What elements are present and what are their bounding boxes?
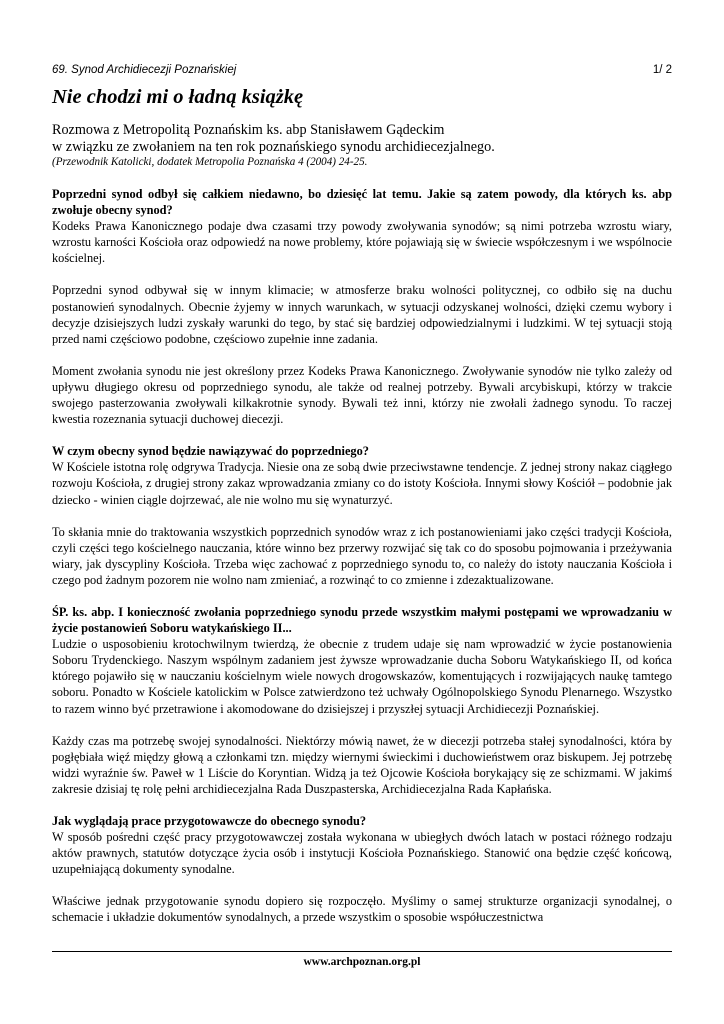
- article-body: [52, 122, 672, 942]
- question: Jak wyglądają prace przygotowawcze do obecnego synodu?: [52, 814, 367, 828]
- intro-line-1: Rozmowa z Metropolitą Poznańskim ks. abp Stanisławem Gądeckim: [52, 122, 445, 138]
- page-number: 1/ 2: [652, 64, 672, 76]
- running-title: 69. Synod Archidiecezji Poznańskiej: [52, 64, 237, 76]
- section-4: [52, 813, 672, 926]
- answer-paragraph: Każdy czas ma potrzebę swojej synodalności. Niektórzy mówią nawet, że w diecezji potrzeba stałej synodalności, która by pogłębiała więź między głową a członkami tzn. między wiernymi świeckimi i duchowieństwem oraz biskupem. Jej potrzebę widzi wyraźnie św. Paweł w 1 Liście do Koryntian. Widzą ja też Ojcowie Kościoła borykający się ze schizmami. W jakimś zakresie dzisiaj tę rolę pełni archidiecezjalna Rada Duszpasterska, Archidiecezjalna Rada Kapłańska.: [52, 733, 672, 796]
- question: W czym obecny synod będzie nawiązywać do poprzedniego?: [52, 444, 369, 459]
- section-1: [52, 186, 672, 427]
- source-citation: (Przewodnik Katolicki, dodatek Metropolia Poznańska 4 (2004) 24-25.: [52, 156, 368, 168]
- answer-paragraph: Poprzedni synod odbywał się w innym klimacie; w atmosferze braku wolności politycznej, co odbiło się na duchu postanowień synodalnych. Obecnie żyjemy w innych warunkach, w sytuacji odzyskanej wolności, dzięki czemu wybory i decyzje dzisiejszych ludzi zyskały warunki do tego, by stać się bardziej odpowiedzialnymi i ludzkimi. W tej sytuacji stoją przed nami częściowo podobne, częściowo zupełnie inne zadania.: [52, 283, 672, 346]
- document-page: [52, 0, 672, 1024]
- footer-rule: [52, 951, 672, 952]
- answer-paragraph: Kodeks Prawa Kanonicznego podaje dwa czasami trzy powody zwoływania synodów; są nimi potrzeba wzrostu wiary, wzrostu karności Kościoła oraz odpowiedź na nowe problemy, które pojawiają się w świecie współczesnym i we wspólnocie kościelnej.: [52, 219, 672, 266]
- answer-paragraph: Ludzie o usposobieniu krotochwilnym twierdzą, że obecnie z trudem udaje się nam wprowadzić w życie postanowienia Soboru Trydenckiego. Naszym wspólnym zadaniem jest żywsze wprowadzanie ducha Soboru Watykańskiego II, od końca którego pojawiło się w nauczaniu kościelnym wiele nowych drogowskazów, komentujących i rozwijających naukę tamtego soboru. Ponadto w Kościele katolickim w Polsce zatwierdzono też uchwały Ogólnopolskiego Synodu Plenarnego. Wszystko to razem winno być przetrawione i akomodowane do dzisiejszej i przyszłej sytuacji Archidiecezji Poznańskiej.: [52, 637, 672, 716]
- answer-paragraph: Moment zwołania synodu nie jest określony przez Kodeks Prawa Kanonicznego. Zwoływanie synodów nie tylko zależy od upływu długiego okresu od poprzedniego synodu, ale także od realnej potrzeby. Bywali arcybiskupi, którzy w trakcie swojego pasterzowania zwoływali kilkakrotnie synody. Bywali też inni, którzy nie zwołali żadnego synodu. To raczej kwestia rozeznania sytuacji duchowej diecezji.: [52, 363, 672, 427]
- answer-paragraph: Właściwe jednak przygotowanie synodu dopiero się rozpoczęło. Myślimy o samej strukturze organizacji synodalnej, o schemacie i układzie dokumentów synodalnych, a przede wszystkim o sposobie współuczestnictwa: [52, 894, 672, 925]
- footer-url[interactable]: www.archpoznan.org.pl: [303, 956, 421, 968]
- article-title: Nie chodzi mi o ładną książkę: [52, 86, 304, 108]
- intro-block: [52, 122, 672, 170]
- answer-paragraph: W sposób pośredni część pracy przygotowawczej została wykonana w ubiegłych dwóch latach w postaci różnego rodzaju aktów prawnych, statutów dotyczące życia osób i instytucji Kościoła Poznańskiego. Stanowić ona będzie część końcową, uzupełniającą dokumenty synodalne.: [52, 830, 672, 877]
- answer-paragraph: W Kościele istotna rolę odgrywa Tradycja. Niesie ona ze sobą dwie przeciwstawne tendencje. Z jednej strony nakaz ciągłego rozwoju Kościoła, z drugiej strony zakaz wprowadzania zmiany co do istoty Kościoła. Innymi słowy Kościół – podobnie jak dziecko - winien ciągle dojrzewać, ale nie wolno mu się wynaturzyć.: [52, 460, 672, 507]
- answer-paragraph: To skłania mnie do traktowania wszystkich poprzednich synodów wraz z ich postanowieniami jako części tradycji Kościoła, czyli części tego kościelnego nauczania, które winno bez przerwy rozwijać się tak co do sposobu pojmowania i przeżywania wiary, jak dyscypliny Kościoła. Trzeba więc zachować z poprzedniego synodu to, co należy do istoty nauczania Kościoła i czego pod żadnym pozorem nie wolno nam zmieniać, a rozwinąć to co zmienne i zdezaktualizowane.: [52, 524, 672, 587]
- question: Poprzedni synod odbył się całkiem niedawno, bo dziesięć lat temu. Jakie są zatem powody, dla których ks. abp zwołuje obecny synod?: [52, 187, 672, 218]
- section-2: [52, 443, 672, 588]
- running-header: [52, 64, 672, 84]
- intro-line-2: w związku ze zwołaniem na ten rok poznańskiego synodu archidiecezjalnego.: [52, 138, 495, 155]
- question: ŚP. ks. abp. I konieczność zwołania poprzedniego synodu przede wszystkim małymi postępami we wprowadzaniu w życie postanowień Soboru watykańskiego II...: [52, 604, 672, 636]
- section-3: [52, 604, 672, 797]
